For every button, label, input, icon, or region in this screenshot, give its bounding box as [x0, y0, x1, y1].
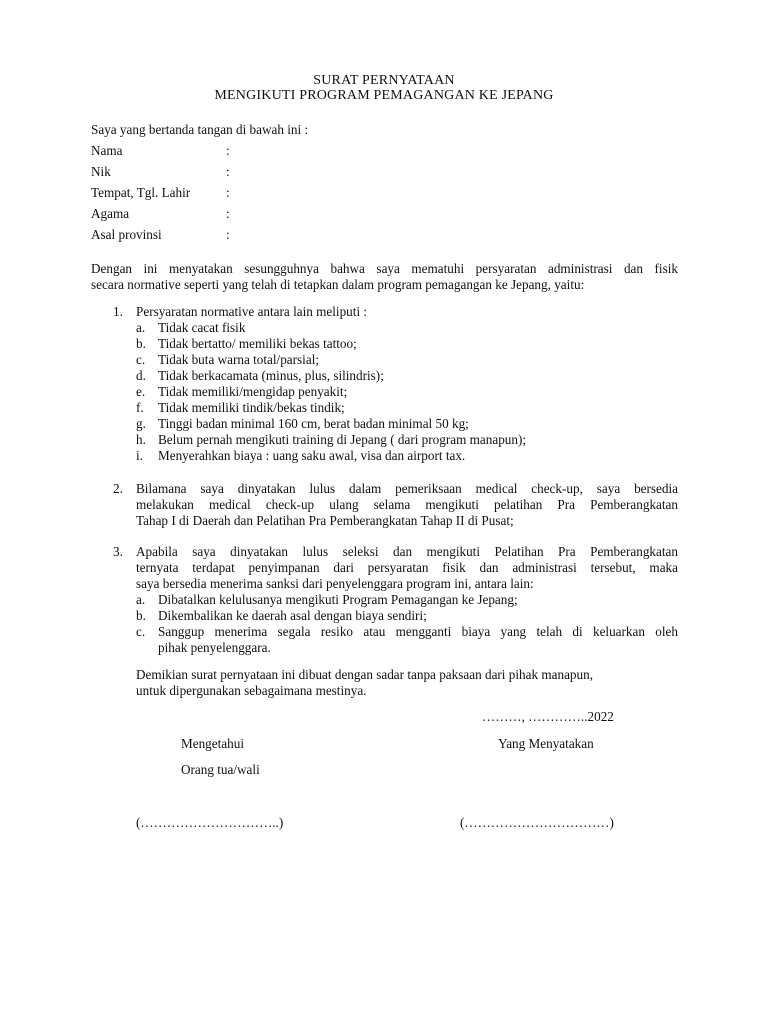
subitem-text: Belum pernah mengikuti training di Jepang ( dari program manapun);: [158, 432, 527, 447]
closing-line: Demikian surat pernyataan ini dibuat dengan sadar tanpa paksaan dari pihak manapun,: [136, 667, 594, 682]
signature-left-label: Mengetahui: [181, 736, 244, 751]
place-date: ………, …………..2022: [482, 709, 614, 724]
signature-right-line: (……………………………): [460, 815, 614, 830]
subitem-letter: b.: [136, 608, 146, 623]
field-label-nik: Nik: [91, 164, 111, 179]
subitem-text: Tidak cacat fisik: [158, 320, 246, 335]
item-number: 1.: [113, 304, 123, 319]
subitem-text: Tidak bertatto/ memiliki bekas tattoo;: [158, 336, 357, 351]
subitem-letter: c.: [136, 624, 146, 639]
subitem-text-continuation: pihak penyelenggara.: [158, 640, 271, 655]
item2-line: melakukan medical check-up ulang selama mengikuti pelatihan Pra Pemberangkatan: [136, 497, 678, 512]
item2-line: Bilamana saya dinyatakan lulus dalam pemeriksaan medical check-up, saya bersedia: [136, 481, 678, 496]
subitem-letter: b.: [136, 336, 146, 351]
item2-line: Tahap I di Daerah dan Pelatihan Pra Pemberangkatan Tahap II di Pusat;: [136, 513, 514, 528]
field-label-asal-provinsi: Asal provinsi: [91, 227, 162, 242]
item3-line: saya bersedia menerima sanksi dari penyelenggara program ini, antara lain:: [136, 576, 534, 591]
intro-text: Saya yang bertanda tangan di bawah ini :: [91, 122, 309, 137]
field-label-agama: Agama: [91, 206, 130, 221]
document-subtitle: MENGIKUTI PROGRAM PEMAGANGAN KE JEPANG: [214, 88, 554, 103]
document-title: SURAT PERNYATAAN: [313, 73, 455, 88]
subitem-text: Tinggi badan minimal 160 cm, berat badan minimal 50 kg;: [158, 416, 469, 431]
field-colon: :: [226, 143, 230, 158]
field-label-tempat-tgl-lahir: Tempat, Tgl. Lahir: [91, 185, 191, 200]
signature-right-label: Yang Menyatakan: [498, 736, 594, 751]
item3-line: ternyata terdapat penyimpanan dari persyaratan fisik dan administrasi tersebut, maka: [136, 560, 678, 575]
subitem-letter: i.: [136, 448, 143, 463]
field-colon: :: [226, 185, 230, 200]
subitem-text: Tidak memiliki/mengidap penyakit;: [158, 384, 348, 399]
item-heading: Persyaratan normative antara lain meliputi :: [136, 304, 368, 319]
subitem-letter: g.: [136, 416, 146, 431]
closing-line: untuk dipergunakan sebagaimana mestinya.: [136, 683, 367, 698]
subitem-text: Tidak buta warna total/parsial;: [158, 352, 320, 367]
subitem-text: Menyerahkan biaya : uang saku awal, visa dan airport tax.: [158, 448, 466, 463]
subitem-text: Dikembalikan ke daerah asal dengan biaya sendiri;: [158, 608, 427, 623]
subitem-text: Sanggup menerima segala resiko atau mengganti biaya yang telah di keluarkan oleh: [158, 624, 678, 639]
statement-line: Dengan ini menyatakan sesungguhnya bahwa saya mematuhi persyaratan administrasi dan fisik: [91, 261, 678, 276]
field-colon: :: [226, 206, 230, 221]
subitem-letter: e.: [136, 384, 146, 399]
subitem-letter: c.: [136, 352, 146, 367]
signature-left-line: (…………………………..): [136, 815, 284, 830]
signature-left-sublabel: Orang tua/wali: [181, 762, 260, 777]
item-number: 2.: [113, 481, 123, 496]
subitem-letter: d.: [136, 368, 146, 383]
item3-line: Apabila saya dinyatakan lulus seleksi dan mengikuti Pelatihan Pra Pemberangkatan: [136, 544, 678, 559]
subitem-letter: a.: [136, 320, 146, 335]
field-label-nama: Nama: [91, 143, 123, 158]
field-colon: :: [226, 227, 230, 242]
subitem-text: Tidak berkacamata (minus, plus, silindris);: [158, 368, 384, 383]
statement-line: secara normative seperti yang telah di tetapkan dalam program pemagangan ke Jepang, yaitu:: [91, 277, 585, 292]
subitem-text: Dibatalkan kelulusanya mengikuti Program Pemagangan ke Jepang;: [158, 592, 518, 607]
subitem-letter: f.: [136, 400, 144, 415]
field-colon: :: [226, 164, 230, 179]
subitem-text: Tidak memiliki tindik/bekas tindik;: [158, 400, 345, 415]
item-number: 3.: [113, 544, 123, 559]
subitem-letter: h.: [136, 432, 146, 447]
subitem-letter: a.: [136, 592, 146, 607]
